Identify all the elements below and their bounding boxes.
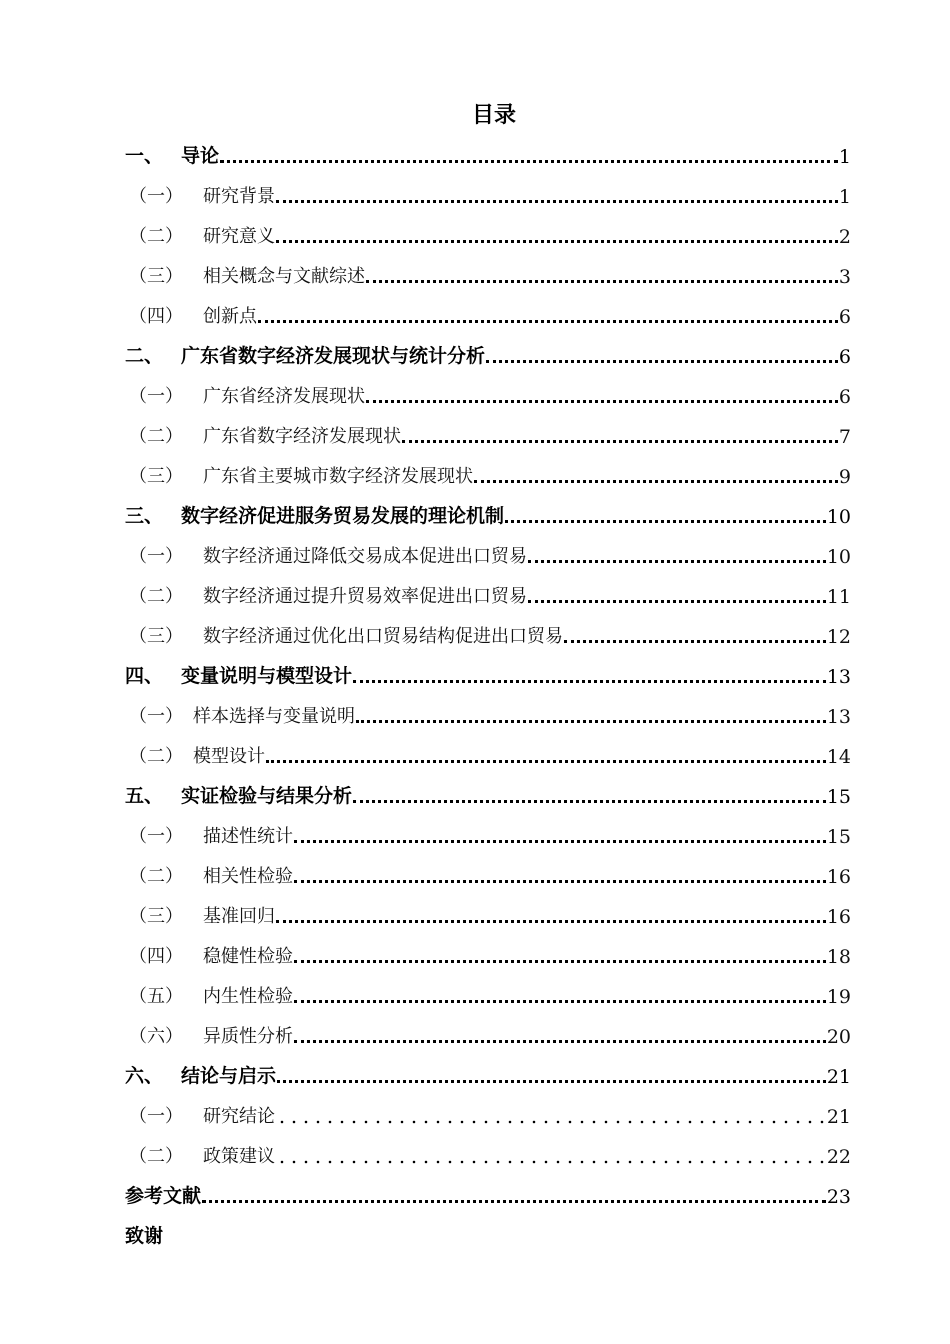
- toc-section-entry[interactable]: [125, 418, 851, 458]
- dot-leader: [276, 920, 826, 923]
- entry-number: （五）: [129, 986, 183, 1007]
- toc-section-entry[interactable]: [125, 618, 851, 658]
- entry-page-number: 18: [826, 946, 851, 968]
- entry-title: 数字经济通过降低交易成本促进出口贸易: [203, 546, 527, 567]
- entry-title: 描述性统计: [203, 826, 293, 847]
- entry-page-number: 11: [826, 586, 851, 608]
- entry-number: 三、: [125, 505, 164, 527]
- dot-leader: [294, 1000, 826, 1003]
- entry-title: 基准回归: [203, 906, 275, 927]
- dot-leader: [266, 760, 826, 763]
- toc-section-entry[interactable]: [125, 978, 851, 1018]
- entry-number: （二）: [129, 426, 183, 447]
- entry-title: 相关性检验: [203, 866, 293, 887]
- entry-title: 数字经济通过提升贸易效率促进出口贸易: [203, 586, 527, 607]
- entry-page-number: 6: [838, 306, 851, 328]
- entry-page-number: 21: [826, 1066, 851, 1088]
- entry-title: 异质性分析: [203, 1026, 293, 1047]
- toc-section-entry[interactable]: [125, 938, 851, 978]
- toc-chapter-entry[interactable]: [125, 1178, 851, 1218]
- entry-page-number: 21: [826, 1106, 851, 1128]
- dot-leader: [276, 1160, 826, 1164]
- toc-section-entry[interactable]: [125, 178, 851, 218]
- entry-number: （一）: [129, 546, 183, 567]
- dot-leader: [220, 160, 838, 163]
- table-of-contents: [125, 138, 851, 1258]
- toc-section-entry[interactable]: [125, 538, 851, 578]
- dot-leader: [294, 960, 826, 963]
- entry-number: 四、: [125, 665, 164, 687]
- entry-number: （六）: [129, 1026, 183, 1047]
- toc-section-entry[interactable]: [125, 1138, 851, 1178]
- toc-chapter-entry[interactable]: [125, 1218, 851, 1258]
- entry-number: （二）: [129, 226, 183, 247]
- entry-page-number: 2: [838, 226, 851, 248]
- dot-leader: [276, 240, 838, 243]
- entry-page-number: 1: [838, 146, 851, 168]
- entry-title: 数字经济通过优化出口贸易结构促进出口贸易: [203, 626, 563, 647]
- dot-leader: [356, 720, 826, 723]
- entry-number: 一、: [125, 145, 164, 167]
- entry-page-number: 9: [838, 466, 851, 488]
- entry-page-number: 20: [826, 1026, 851, 1048]
- entry-page-number: 16: [826, 906, 851, 928]
- dot-leader: [486, 360, 838, 363]
- entry-page-number: 15: [826, 786, 851, 808]
- entry-page-number: 15: [826, 826, 851, 848]
- entry-page-number: 23: [826, 1186, 851, 1208]
- entry-title: 研究结论: [203, 1106, 275, 1127]
- entry-number: （一）: [129, 706, 183, 727]
- entry-title: 创新点: [203, 306, 257, 327]
- entry-title: 广东省主要城市数字经济发展现状: [203, 466, 473, 487]
- dot-leader: [505, 520, 826, 523]
- dot-leader: [474, 480, 838, 483]
- toc-chapter-entry[interactable]: [125, 338, 851, 378]
- toc-title: 目录: [471, 103, 516, 128]
- toc-section-entry[interactable]: [125, 258, 851, 298]
- dot-leader: [366, 280, 838, 283]
- entry-number: 六、: [125, 1065, 164, 1087]
- entry-page-number: 12: [826, 626, 851, 648]
- entry-title: 广东省数字经济发展现状与统计分析: [181, 345, 486, 367]
- entry-title: 研究意义: [203, 226, 275, 247]
- toc-chapter-entry[interactable]: [125, 138, 851, 178]
- entry-page-number: 1: [838, 186, 851, 208]
- entry-page-number: 10: [826, 546, 851, 568]
- entry-title: 参考文献: [125, 1185, 202, 1207]
- entry-number: （三）: [129, 626, 183, 647]
- toc-section-entry[interactable]: [125, 1018, 851, 1058]
- toc-chapter-entry[interactable]: [125, 498, 851, 538]
- toc-chapter-entry[interactable]: [125, 1058, 851, 1098]
- entry-title: 研究背景: [203, 186, 275, 207]
- dot-leader: [294, 840, 826, 843]
- entry-page-number: 13: [826, 666, 851, 688]
- toc-section-entry[interactable]: [125, 1098, 851, 1138]
- toc-section-entry[interactable]: [125, 698, 851, 738]
- entry-title: 导论: [181, 145, 220, 167]
- entry-title: 广东省经济发展现状: [203, 386, 365, 407]
- toc-section-entry[interactable]: [125, 818, 851, 858]
- entry-page-number: 6: [838, 386, 851, 408]
- entry-number: （三）: [129, 466, 183, 487]
- entry-page-number: 13: [826, 706, 851, 728]
- dot-leader: [258, 320, 838, 323]
- toc-section-entry[interactable]: [125, 218, 851, 258]
- entry-number: （一）: [129, 1106, 183, 1127]
- dot-leader: [564, 640, 826, 643]
- dot-leader: [366, 400, 838, 403]
- entry-title: 样本选择与变量说明: [193, 706, 355, 727]
- dot-leader: [294, 1040, 826, 1043]
- toc-section-entry[interactable]: [125, 738, 851, 778]
- toc-section-entry[interactable]: [125, 898, 851, 938]
- entry-title: 政策建议: [203, 1146, 275, 1167]
- dot-leader: [353, 680, 826, 683]
- entry-page-number: 6: [838, 346, 851, 368]
- dot-leader: [277, 1080, 826, 1083]
- entry-number: （三）: [129, 906, 183, 927]
- entry-title: 内生性检验: [203, 986, 293, 1007]
- entry-number: （四）: [129, 946, 183, 967]
- entry-page-number: 7: [838, 426, 851, 448]
- entry-page-number: 10: [826, 506, 851, 528]
- dot-leader: [276, 200, 838, 203]
- entry-number: （四）: [129, 306, 183, 327]
- dot-leader: [402, 440, 838, 443]
- entry-page-number: 14: [826, 746, 851, 768]
- entry-number: 二、: [125, 345, 164, 367]
- entry-number: （二）: [129, 746, 183, 767]
- entry-number: （二）: [129, 1146, 183, 1167]
- entry-number: （二）: [129, 586, 183, 607]
- toc-chapter-entry[interactable]: [125, 778, 851, 818]
- entry-title: 结论与启示: [181, 1065, 277, 1087]
- toc-section-entry[interactable]: [125, 298, 851, 338]
- entry-page-number: 22: [826, 1146, 851, 1168]
- toc-section-entry[interactable]: [125, 578, 851, 618]
- toc-section-entry[interactable]: [125, 378, 851, 418]
- entry-title: 相关概念与文献综述: [203, 266, 365, 287]
- entry-page-number: 19: [826, 986, 851, 1008]
- entry-number: （一）: [129, 826, 183, 847]
- dot-leader: [276, 1120, 826, 1124]
- dot-leader: [294, 880, 826, 883]
- dot-leader: [528, 560, 826, 563]
- entry-number: （一）: [129, 186, 183, 207]
- dot-leader: [202, 1200, 826, 1203]
- entry-page-number: 16: [826, 866, 851, 888]
- dot-leader: [528, 600, 826, 603]
- entry-number: （三）: [129, 266, 183, 287]
- entry-title: 模型设计: [193, 746, 265, 767]
- entry-title: 变量说明与模型设计: [181, 665, 353, 687]
- toc-section-entry[interactable]: [125, 858, 851, 898]
- entry-number: 五、: [125, 785, 164, 807]
- entry-title: 致谢: [125, 1225, 164, 1247]
- entry-title: 广东省数字经济发展现状: [203, 426, 401, 447]
- entry-number: （一）: [129, 386, 183, 407]
- dot-leader: [353, 800, 826, 803]
- entry-title: 实证检验与结果分析: [181, 785, 353, 807]
- toc-chapter-entry[interactable]: [125, 658, 851, 698]
- toc-section-entry[interactable]: [125, 458, 851, 498]
- entry-title: 稳健性检验: [203, 946, 293, 967]
- entry-title: 数字经济促进服务贸易发展的理论机制: [181, 505, 505, 527]
- entry-number: （二）: [129, 866, 183, 887]
- entry-page-number: 3: [838, 266, 851, 288]
